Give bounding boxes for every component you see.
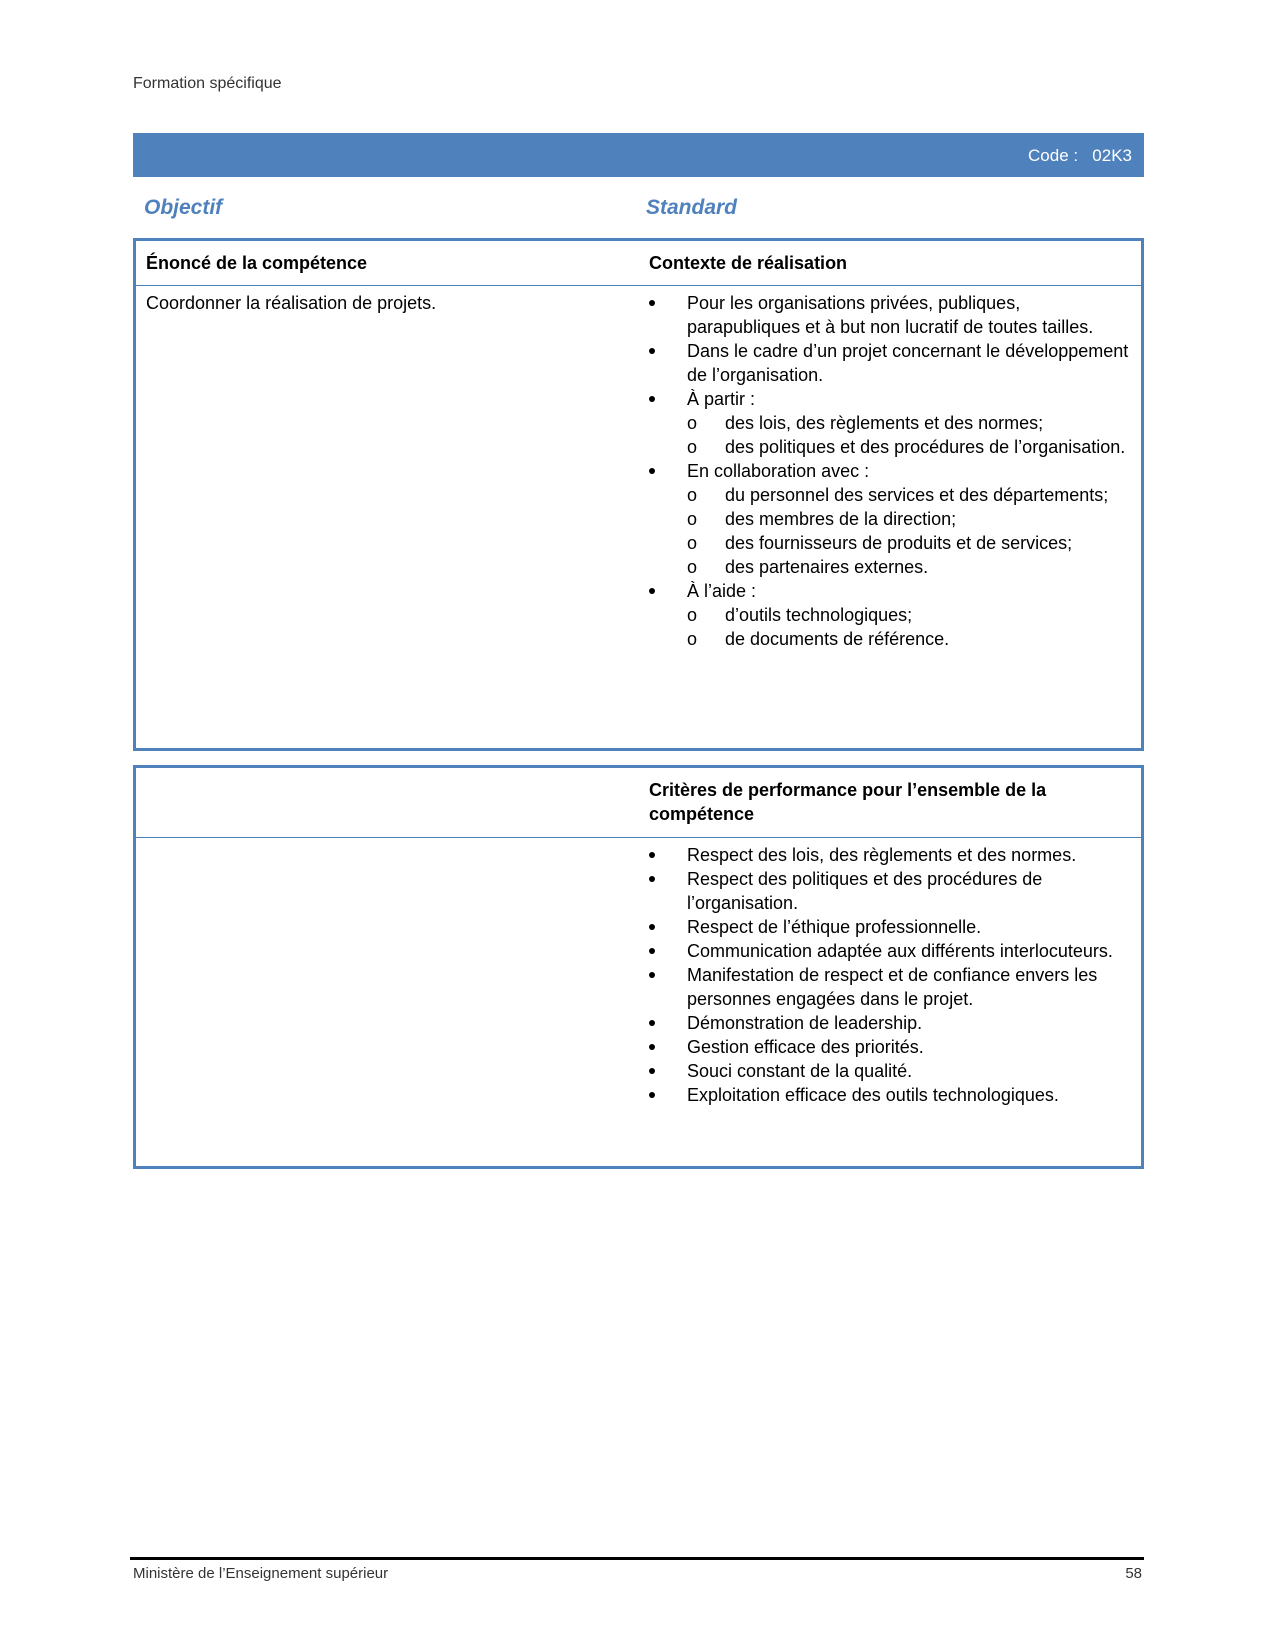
- standard-title: Standard: [646, 196, 738, 219]
- footer-rule: [130, 1557, 1144, 1560]
- list-item: Respect des lois, des règlements et des normes.: [649, 843, 1137, 867]
- circle-bullet-icon: o: [687, 485, 698, 505]
- bullet-icon: [649, 588, 655, 594]
- list-item: Communication adaptée aux différents interlocuteurs.: [649, 939, 1137, 963]
- circle-bullet-icon: o: [687, 509, 698, 529]
- sub-list-item: o des politiques et des procédures de l’organisation.: [687, 437, 1126, 457]
- list-item: À partir : o des lois, des règlements et des normes; o des politiques et des procédures de l’organisation.: [649, 387, 1137, 459]
- bullet-icon: [649, 852, 655, 858]
- contexte-header: Contexte de réalisation: [649, 253, 848, 273]
- bullet-icon: [649, 1044, 655, 1050]
- list-item: Souci constant de la qualité.: [649, 1059, 1137, 1083]
- sub-list-item: o d’outils technologiques;: [687, 605, 913, 625]
- criteres-header: Critères de performance pour l’ensemble de la compétence: [649, 780, 1047, 824]
- bullet-icon: [649, 1068, 655, 1074]
- sub-list-item: o des lois, des règlements et des normes;: [687, 413, 1044, 433]
- bullet-icon: [649, 300, 655, 306]
- list-item: Respect des politiques et des procédures de l’organisation.: [649, 867, 1137, 915]
- list-item: Démonstration de leadership.: [649, 1011, 1137, 1035]
- criteria-table: [133, 765, 1144, 1169]
- list-item: Respect de l’éthique professionnelle.: [649, 915, 1137, 939]
- code-banner: [133, 133, 1144, 177]
- circle-bullet-icon: o: [687, 629, 698, 649]
- bullet-icon: [649, 972, 655, 978]
- bullet-icon: [649, 876, 655, 882]
- list-item: Gestion efficace des priorités.: [649, 1035, 1137, 1059]
- circle-bullet-icon: o: [687, 557, 698, 577]
- objectif-title: Objectif: [144, 196, 223, 219]
- running-head: Formation spécifique: [133, 75, 282, 92]
- bullet-icon: [649, 468, 655, 474]
- list-item: Exploitation efficace des outils technologiques.: [649, 1083, 1137, 1107]
- sub-list-item: o du personnel des services et des départements;: [687, 485, 1109, 505]
- list-item: Dans le cadre d’un projet concernant le développement de l’organisation.: [649, 339, 1137, 387]
- list-item: Pour les organisations privées, publiques, parapubliques et à but non lucratif de toutes tailles.: [649, 291, 1137, 339]
- page-number: 58: [1125, 1565, 1142, 1582]
- code-label: Code : 02K3: [1028, 146, 1132, 165]
- bullet-icon: [649, 348, 655, 354]
- sub-list-item: o des membres de la direction;: [687, 509, 957, 529]
- circle-bullet-icon: o: [687, 413, 698, 433]
- circle-bullet-icon: o: [687, 605, 698, 625]
- list-item: Manifestation de respect et de confiance envers les personnes engagées dans le projet.: [649, 963, 1137, 1011]
- competence-statement: Coordonner la réalisation de projets.: [146, 293, 437, 313]
- criteres-list: [649, 843, 1137, 1107]
- bullet-icon: [649, 1092, 655, 1098]
- bullet-icon: [649, 1020, 655, 1026]
- contexte-list: [649, 291, 1137, 651]
- enonce-header: Énoncé de la compétence: [146, 253, 368, 273]
- footer-ministry: Ministère de l’Enseignement supérieur: [133, 1565, 389, 1582]
- table-header-row: [136, 241, 1141, 286]
- list-item: En collaboration avec : o du personnel des services et des départements; o des membres de la direction; o des fournisseurs de produits et de services; o des partenaires externes.: [649, 459, 1137, 579]
- sub-list-item: o de documents de référence.: [687, 629, 950, 649]
- list-item: À l’aide : o d’outils technologiques; o de documents de référence.: [649, 579, 1137, 651]
- sub-list-item: o des partenaires externes.: [687, 557, 929, 577]
- bullet-icon: [649, 924, 655, 930]
- circle-bullet-icon: o: [687, 533, 698, 553]
- competence-table: [133, 238, 1144, 751]
- circle-bullet-icon: o: [687, 437, 698, 457]
- table-header-row: [136, 768, 1141, 838]
- bullet-icon: [649, 948, 655, 954]
- bullet-icon: [649, 396, 655, 402]
- sub-list-item: o des fournisseurs de produits et de services;: [687, 533, 1073, 553]
